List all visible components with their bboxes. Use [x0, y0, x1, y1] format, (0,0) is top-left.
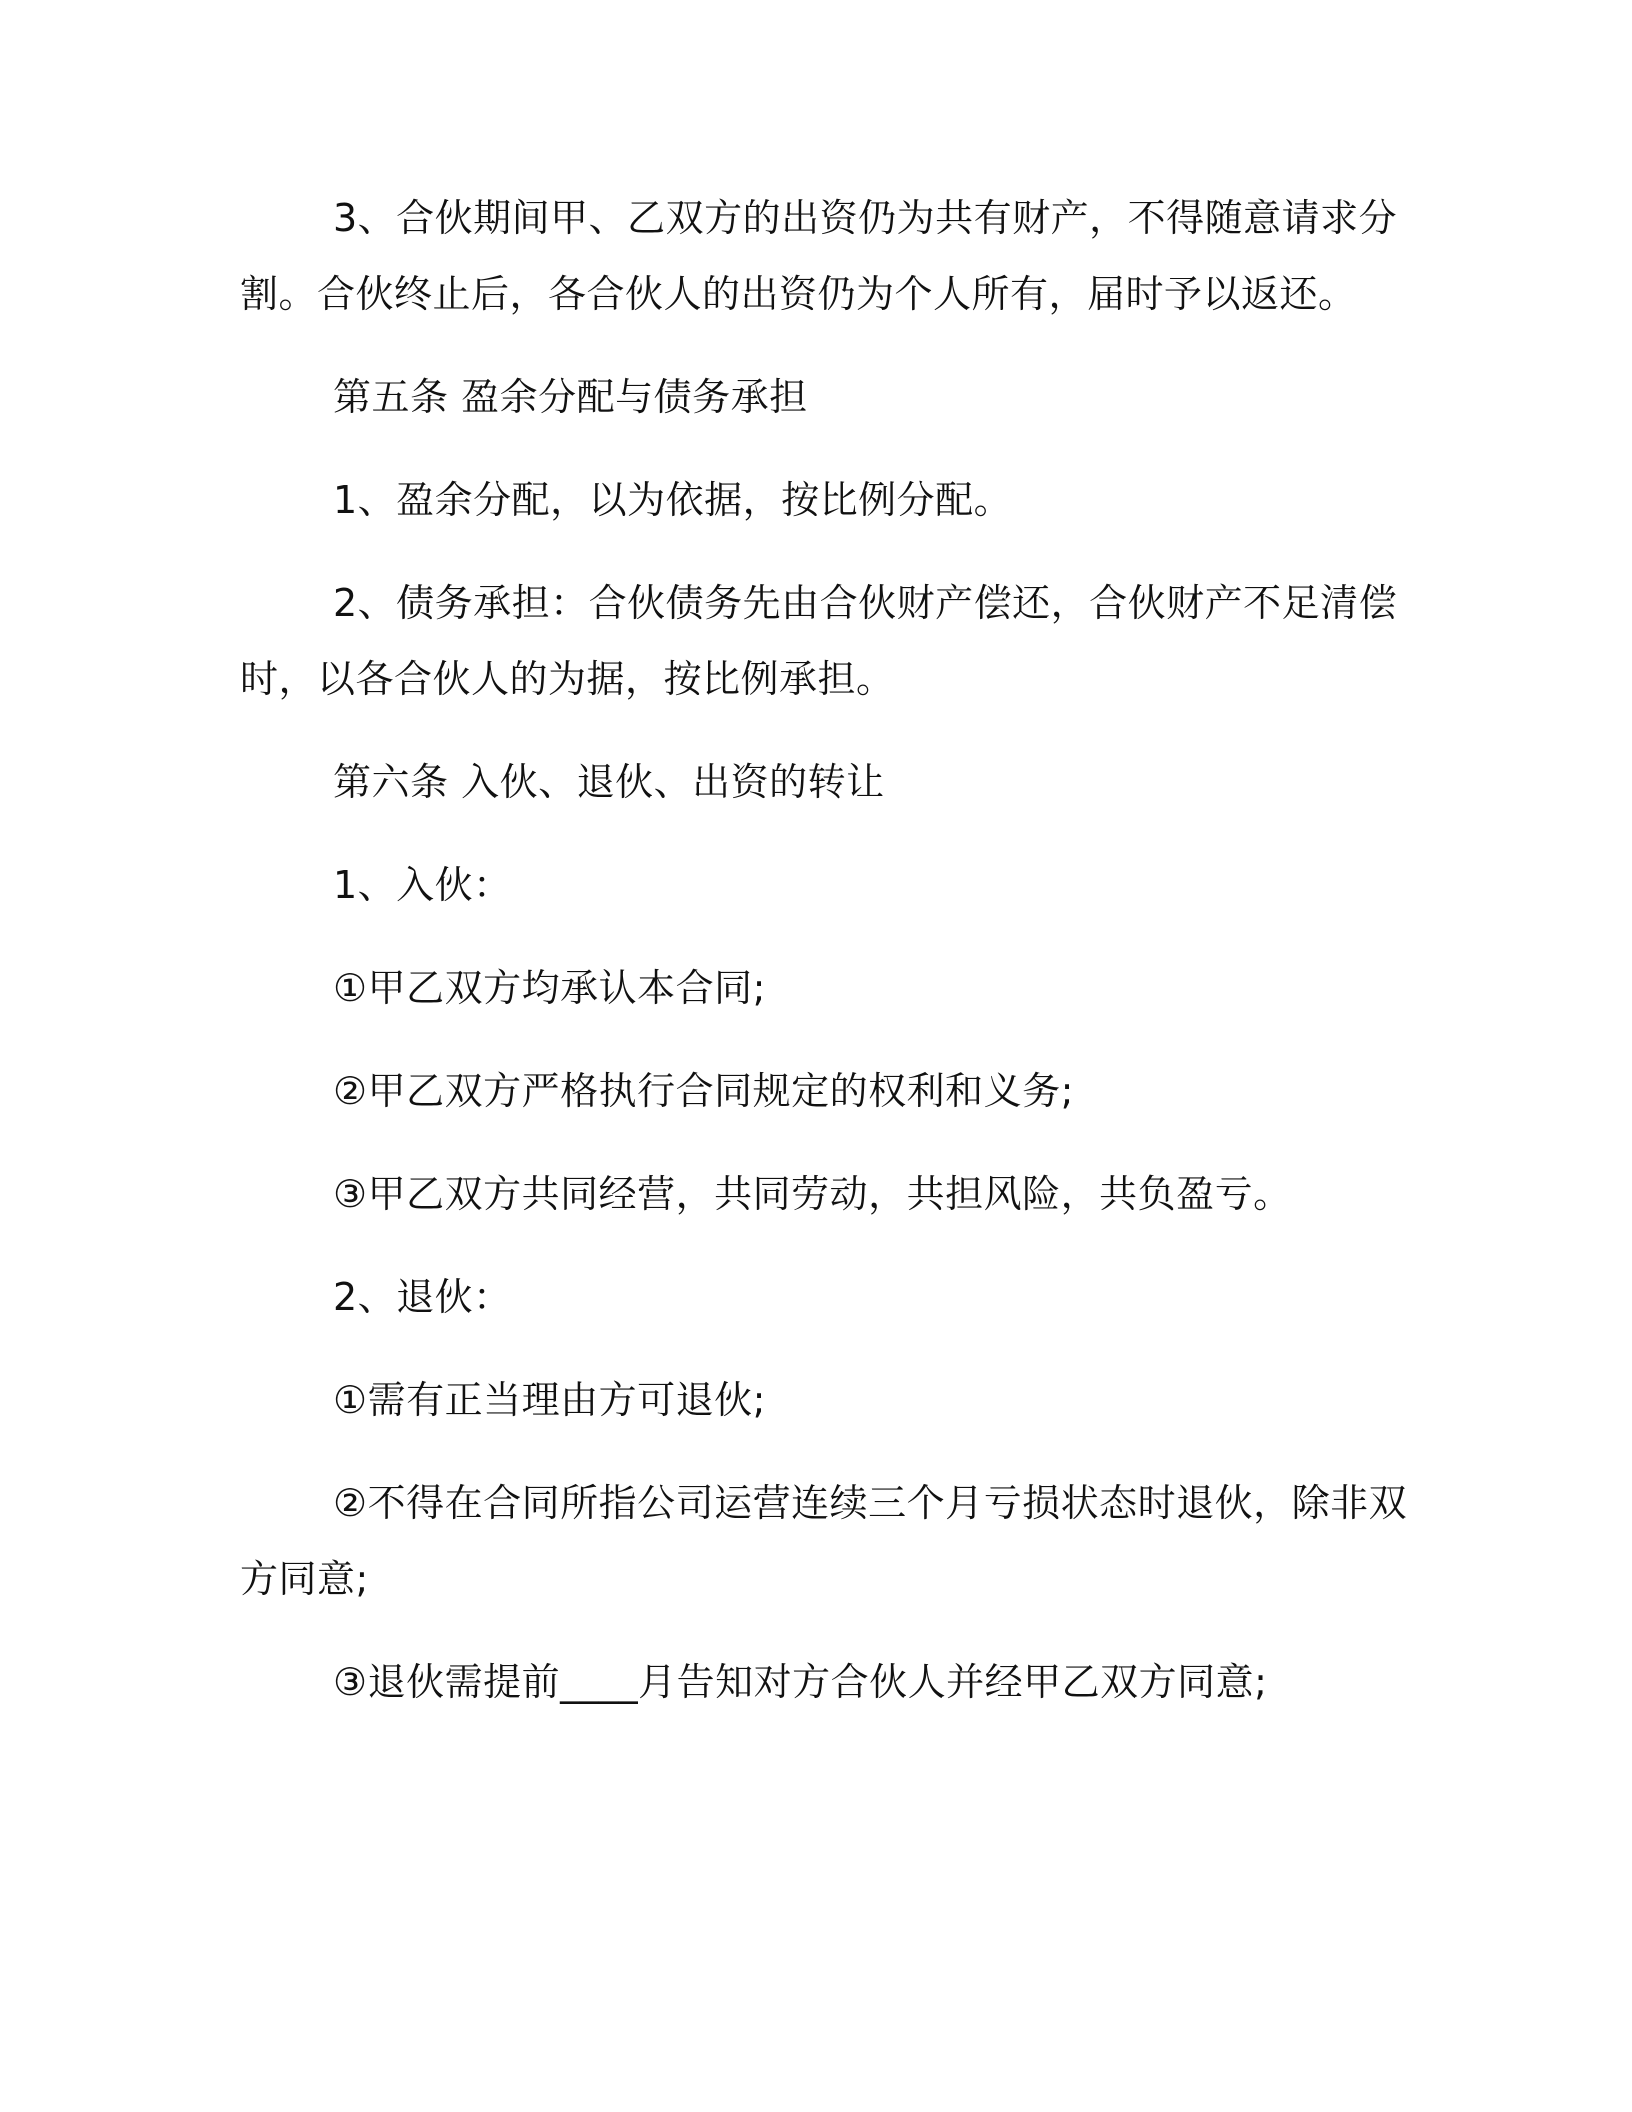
exit-item-2-line-2: 方同意;	[240, 1557, 369, 1601]
exit-item-2-line-1: ②不得在合同所指公司运营连续三个月亏损状态时退伙，除非双	[333, 1481, 1408, 1525]
join-item-1: ①甲乙双方均承认本合同;	[333, 966, 766, 1010]
exit-item-1: ①需有正当理由方可退伙;	[333, 1378, 766, 1422]
clause-3-line-2: 割。合伙终止后，各合伙人的出资仍为个人所有，届时予以返还。	[240, 272, 1357, 316]
exit-item-3: ③退伙需提前____月告知对方合伙人并经甲乙双方同意;	[333, 1660, 1268, 1704]
join-item-3: ③甲乙双方共同经营，共同劳动，共担风险，共负盈亏。	[333, 1172, 1292, 1216]
exit-title: 2、退伙：	[333, 1275, 512, 1319]
clause-3-line-1: 3、合伙期间甲、乙双方的出资仍为共有财产，不得随意请求分	[333, 196, 1398, 240]
article-5-heading: 第五条 盈余分配与债务承担	[333, 375, 808, 419]
article-6-heading: 第六条 入伙、退伙、出资的转让	[333, 760, 885, 804]
join-title: 1、入伙：	[333, 863, 512, 907]
profit-distribution: 1、盈余分配，以为依据，按比例分配。	[333, 478, 1013, 522]
debt-line-2: 时，以各合伙人的为据，按比例承担。	[240, 657, 895, 701]
join-item-2: ②甲乙双方严格执行合同规定的权利和义务;	[333, 1069, 1074, 1113]
debt-line-1: 2、债务承担：合伙债务先由合伙财产偿还，合伙财产不足清偿	[333, 581, 1398, 625]
